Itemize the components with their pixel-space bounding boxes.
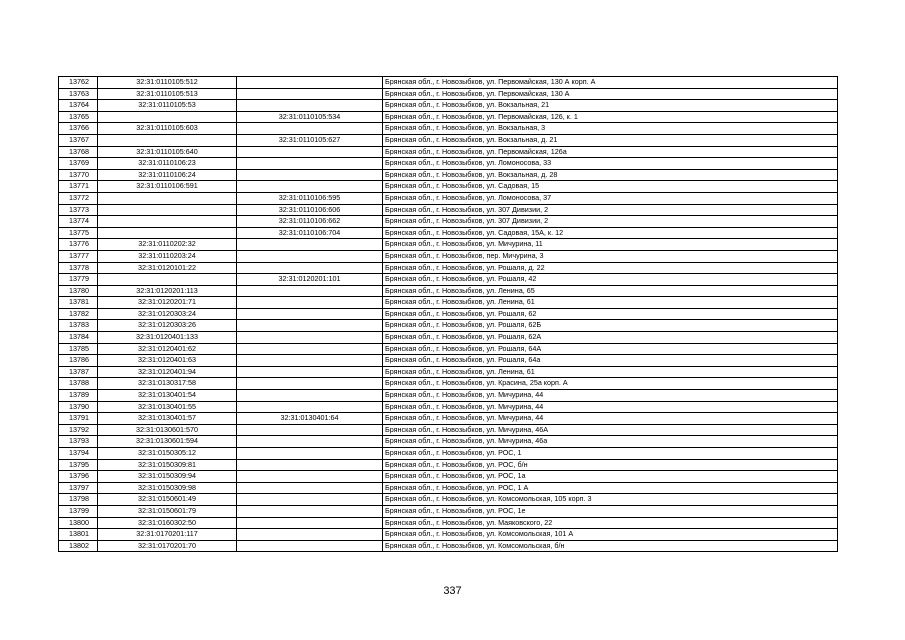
cadastral-number-cell: 32:31:0110202:32 <box>98 239 237 251</box>
cadastral-number-cell: 32:31:0120401:63 <box>98 355 237 367</box>
row-number-cell: 13792 <box>59 424 98 436</box>
cadastral-number-cell <box>98 216 237 228</box>
address-cell: Брянская обл., г. Новозыбков, ул. Первомайская, 126, к. 1 <box>383 111 838 123</box>
table-row <box>59 308 838 320</box>
cadastral-number-cell: 32:31:0120401:133 <box>98 332 237 344</box>
linked-cadastral-number-cell <box>237 366 383 378</box>
row-number-cell: 13764 <box>59 100 98 112</box>
cadastral-number-cell: 32:31:0120401:62 <box>98 343 237 355</box>
table-row <box>59 540 838 552</box>
address-cell: Брянская обл., г. Новозыбков, ул. Первомайская, 130 А корп. А <box>383 77 838 89</box>
row-number-cell: 13794 <box>59 448 98 460</box>
table-row <box>59 146 838 158</box>
linked-cadastral-number-cell <box>237 401 383 413</box>
row-number-cell: 13776 <box>59 239 98 251</box>
table-row <box>59 529 838 541</box>
cadastral-number-cell: 32:31:0120303:24 <box>98 308 237 320</box>
row-number-cell: 13780 <box>59 285 98 297</box>
cadastral-number-cell <box>98 204 237 216</box>
cadastral-number-cell: 32:31:0150305:12 <box>98 448 237 460</box>
address-cell: Брянская обл., г. Новозыбков, ул. РОС, 1е <box>383 505 838 517</box>
cadastral-number-cell: 32:31:0110106:24 <box>98 169 237 181</box>
address-cell: Брянская обл., г. Новозыбков, ул. Рошаля, 64А <box>383 343 838 355</box>
linked-cadastral-number-cell <box>237 459 383 471</box>
linked-cadastral-number-cell <box>237 262 383 274</box>
address-cell: Брянская обл., г. Новозыбков, ул. Комсомольская, 105 корп. 3 <box>383 494 838 506</box>
cadastral-number-cell: 32:31:0120201:113 <box>98 285 237 297</box>
table-row <box>59 297 838 309</box>
table-row <box>59 134 838 146</box>
page-number: 337 <box>443 585 462 597</box>
cadastral-number-cell <box>98 274 237 286</box>
row-number-cell: 13796 <box>59 471 98 483</box>
table-body <box>59 77 838 552</box>
table-row <box>59 169 838 181</box>
row-number-cell: 13797 <box>59 482 98 494</box>
linked-cadastral-number-cell <box>237 332 383 344</box>
linked-cadastral-number-cell <box>237 308 383 320</box>
address-cell: Брянская обл., г. Новозыбков, ул. Вокзальная, 21 <box>383 100 838 112</box>
row-number-cell: 13788 <box>59 378 98 390</box>
table-row <box>59 390 838 402</box>
table-row <box>59 192 838 204</box>
table-row <box>59 181 838 193</box>
address-cell: Брянская обл., г. Новозыбков, ул. Рошаля, 62Б <box>383 320 838 332</box>
address-cell: Брянская обл., г. Новозыбков, ул. Первомайская, 130 А <box>383 88 838 100</box>
address-cell: Брянская обл., г. Новозыбков, ул. РОС, б/н <box>383 459 838 471</box>
cadastral-number-cell: 32:31:0110105:512 <box>98 77 237 89</box>
cadastral-number-cell: 32:31:0150601:79 <box>98 505 237 517</box>
linked-cadastral-number-cell <box>237 297 383 309</box>
address-cell: Брянская обл., г. Новозыбков, ул. 307 Дивизии, 2 <box>383 204 838 216</box>
address-cell: Брянская обл., г. Новозыбков, ул. Вокзальная, д. 28 <box>383 169 838 181</box>
row-number-cell: 13769 <box>59 158 98 170</box>
linked-cadastral-number-cell <box>237 320 383 332</box>
address-cell: Брянская обл., г. Новозыбков, ул. Ломоносова, 37 <box>383 192 838 204</box>
linked-cadastral-number-cell <box>237 494 383 506</box>
linked-cadastral-number-cell: 32:31:0110105:534 <box>237 111 383 123</box>
cadastral-number-cell <box>98 134 237 146</box>
address-cell: Брянская обл., г. Новозыбков, ул. Вокзальная, 3 <box>383 123 838 135</box>
linked-cadastral-number-cell: 32:31:0120201:101 <box>237 274 383 286</box>
linked-cadastral-number-cell <box>237 77 383 89</box>
table-row <box>59 332 838 344</box>
linked-cadastral-number-cell <box>237 88 383 100</box>
linked-cadastral-number-cell <box>237 448 383 460</box>
row-number-cell: 13774 <box>59 216 98 228</box>
table-row <box>59 77 838 89</box>
cadastral-number-cell: 32:31:0120401:94 <box>98 366 237 378</box>
table-row <box>59 494 838 506</box>
address-cell: Брянская обл., г. Новозыбков, ул. Ленина, 65 <box>383 285 838 297</box>
row-number-cell: 13786 <box>59 355 98 367</box>
linked-cadastral-number-cell <box>237 355 383 367</box>
row-number-cell: 13795 <box>59 459 98 471</box>
table-row <box>59 320 838 332</box>
address-cell: Брянская обл., г. Новозыбков, ул. Мичурина, 44 <box>383 413 838 425</box>
cadastral-number-cell: 32:31:0120303:26 <box>98 320 237 332</box>
cadastral-number-cell: 32:31:0110105:513 <box>98 88 237 100</box>
address-cell: Брянская обл., г. Новозыбков, ул. 307 Дивизии, 2 <box>383 216 838 228</box>
cadastral-number-cell: 32:31:0110106:23 <box>98 158 237 170</box>
row-number-cell: 13771 <box>59 181 98 193</box>
row-number-cell: 13768 <box>59 146 98 158</box>
cadastral-number-cell: 32:31:0130317:58 <box>98 378 237 390</box>
table-row <box>59 401 838 413</box>
address-cell: Брянская обл., г. Новозыбков, ул. Рошаля, 62А <box>383 332 838 344</box>
cadastral-number-cell: 32:31:0120201:71 <box>98 297 237 309</box>
cadastral-number-cell: 32:31:0130401:57 <box>98 413 237 425</box>
cadastral-number-cell: 32:31:0150309:94 <box>98 471 237 483</box>
linked-cadastral-number-cell <box>237 482 383 494</box>
cadastral-number-cell: 32:31:0110105:640 <box>98 146 237 158</box>
row-number-cell: 13802 <box>59 540 98 552</box>
cadastral-number-cell: 32:31:0130401:55 <box>98 401 237 413</box>
row-number-cell: 13775 <box>59 227 98 239</box>
table-row <box>59 471 838 483</box>
row-number-cell: 13800 <box>59 517 98 529</box>
row-number-cell: 13782 <box>59 308 98 320</box>
address-cell: Брянская обл., г. Новозыбков, ул. Рошаля, д. 22 <box>383 262 838 274</box>
linked-cadastral-number-cell <box>237 181 383 193</box>
registry-table <box>58 76 838 552</box>
table-row <box>59 250 838 262</box>
linked-cadastral-number-cell <box>237 540 383 552</box>
cadastral-number-cell: 32:31:0160302:50 <box>98 517 237 529</box>
table-row <box>59 436 838 448</box>
row-number-cell: 13784 <box>59 332 98 344</box>
row-number-cell: 13785 <box>59 343 98 355</box>
row-number-cell: 13783 <box>59 320 98 332</box>
address-cell: Брянская обл., г. Новозыбков, ул. Комсомольская, б/н <box>383 540 838 552</box>
address-cell: Брянская обл., г. Новозыбков, ул. Ломоносова, 33 <box>383 158 838 170</box>
row-number-cell: 13801 <box>59 529 98 541</box>
row-number-cell: 13799 <box>59 505 98 517</box>
table-row <box>59 262 838 274</box>
address-cell: Брянская обл., г. Новозыбков, ул. Мичурина, 46а <box>383 436 838 448</box>
cadastral-number-cell: 32:31:0110106:591 <box>98 181 237 193</box>
address-cell: Брянская обл., г. Новозыбков, ул. Мичурина, 44 <box>383 390 838 402</box>
table-row <box>59 274 838 286</box>
address-cell: Брянская обл., г. Новозыбков, ул. Вокзальная, д. 21 <box>383 134 838 146</box>
table-row <box>59 88 838 100</box>
row-number-cell: 13778 <box>59 262 98 274</box>
table-row <box>59 158 838 170</box>
table-row <box>59 111 838 123</box>
row-number-cell: 13763 <box>59 88 98 100</box>
table-row <box>59 355 838 367</box>
address-cell: Брянская обл., г. Новозыбков, ул. Мичурина, 44 <box>383 401 838 413</box>
linked-cadastral-number-cell: 32:31:0110106:662 <box>237 216 383 228</box>
cadastral-number-cell: 32:31:0150601:49 <box>98 494 237 506</box>
table-row <box>59 413 838 425</box>
table-row <box>59 204 838 216</box>
cadastral-number-cell: 32:31:0110105:53 <box>98 100 237 112</box>
cadastral-number-cell <box>98 192 237 204</box>
row-number-cell: 13790 <box>59 401 98 413</box>
row-number-cell: 13770 <box>59 169 98 181</box>
row-number-cell: 13789 <box>59 390 98 402</box>
cadastral-number-cell: 32:31:0150309:81 <box>98 459 237 471</box>
table-row <box>59 343 838 355</box>
table-row <box>59 216 838 228</box>
table-row <box>59 517 838 529</box>
linked-cadastral-number-cell: 32:31:0110106:704 <box>237 227 383 239</box>
linked-cadastral-number-cell <box>237 424 383 436</box>
linked-cadastral-number-cell <box>237 436 383 448</box>
address-cell: Брянская обл., г. Новозыбков, пер. Мичурина, 3 <box>383 250 838 262</box>
table-row <box>59 285 838 297</box>
address-cell: Брянская обл., г. Новозыбков, ул. Рошаля, 62 <box>383 308 838 320</box>
address-cell: Брянская обл., г. Новозыбков, ул. Мичурина, 46А <box>383 424 838 436</box>
linked-cadastral-number-cell <box>237 239 383 251</box>
row-number-cell: 13773 <box>59 204 98 216</box>
linked-cadastral-number-cell <box>237 146 383 158</box>
address-cell: Брянская обл., г. Новозыбков, ул. РОС, 1 А <box>383 482 838 494</box>
table-row <box>59 505 838 517</box>
linked-cadastral-number-cell: 32:31:0110106:595 <box>237 192 383 204</box>
linked-cadastral-number-cell: 32:31:0110105:627 <box>237 134 383 146</box>
row-number-cell: 13787 <box>59 366 98 378</box>
table-row <box>59 424 838 436</box>
address-cell: Брянская обл., г. Новозыбков, ул. РОС, 1а <box>383 471 838 483</box>
table-row <box>59 227 838 239</box>
address-cell: Брянская обл., г. Новозыбков, ул. Садовая, 15 <box>383 181 838 193</box>
cadastral-number-cell <box>98 227 237 239</box>
row-number-cell: 13793 <box>59 436 98 448</box>
row-number-cell: 13767 <box>59 134 98 146</box>
address-cell: Брянская обл., г. Новозыбков, ул. Рошаля, 64а <box>383 355 838 367</box>
linked-cadastral-number-cell: 32:31:0130401:64 <box>237 413 383 425</box>
row-number-cell: 13766 <box>59 123 98 135</box>
cadastral-number-cell: 32:31:0130601:594 <box>98 436 237 448</box>
address-cell: Брянская обл., г. Новозыбков, ул. Ленина, 61 <box>383 297 838 309</box>
linked-cadastral-number-cell <box>237 529 383 541</box>
table-row <box>59 239 838 251</box>
table-row <box>59 482 838 494</box>
linked-cadastral-number-cell: 32:31:0110106:606 <box>237 204 383 216</box>
table-row <box>59 448 838 460</box>
address-cell: Брянская обл., г. Новозыбков, ул. Маяковского, 22 <box>383 517 838 529</box>
address-cell: Брянская обл., г. Новозыбков, ул. Ленина, 61 <box>383 366 838 378</box>
address-cell: Брянская обл., г. Новозыбков, ул. Мичурина, 11 <box>383 239 838 251</box>
row-number-cell: 13791 <box>59 413 98 425</box>
address-cell: Брянская обл., г. Новозыбков, ул. Первомайская, 126а <box>383 146 838 158</box>
cadastral-number-cell <box>98 111 237 123</box>
row-number-cell: 13765 <box>59 111 98 123</box>
cadastral-number-cell: 32:31:0170201:117 <box>98 529 237 541</box>
table-row <box>59 100 838 112</box>
cadastral-number-cell: 32:31:0170201:70 <box>98 540 237 552</box>
row-number-cell: 13772 <box>59 192 98 204</box>
linked-cadastral-number-cell <box>237 390 383 402</box>
linked-cadastral-number-cell <box>237 158 383 170</box>
linked-cadastral-number-cell <box>237 505 383 517</box>
linked-cadastral-number-cell <box>237 123 383 135</box>
address-cell: Брянская обл., г. Новозыбков, ул. Рошаля, 42 <box>383 274 838 286</box>
table-row <box>59 459 838 471</box>
row-number-cell: 13781 <box>59 297 98 309</box>
address-cell: Брянская обл., г. Новозыбков, ул. РОС, 1 <box>383 448 838 460</box>
table-row <box>59 366 838 378</box>
cadastral-number-cell: 32:31:0130401:54 <box>98 390 237 402</box>
address-cell: Брянская обл., г. Новозыбков, ул. Комсомольская, 101 А <box>383 529 838 541</box>
cadastral-number-cell: 32:31:0110203:24 <box>98 250 237 262</box>
table-row <box>59 123 838 135</box>
linked-cadastral-number-cell <box>237 343 383 355</box>
linked-cadastral-number-cell <box>237 100 383 112</box>
cadastral-number-cell: 32:31:0130601:570 <box>98 424 237 436</box>
address-cell: Брянская обл., г. Новозыбков, ул. Садовая, 15А, к. 12 <box>383 227 838 239</box>
address-cell: Брянская обл., г. Новозыбков, ул. Красина, 25а корп. А <box>383 378 838 390</box>
row-number-cell: 13777 <box>59 250 98 262</box>
cadastral-number-cell: 32:31:0150309:98 <box>98 482 237 494</box>
linked-cadastral-number-cell <box>237 378 383 390</box>
linked-cadastral-number-cell <box>237 169 383 181</box>
linked-cadastral-number-cell <box>237 250 383 262</box>
row-number-cell: 13762 <box>59 77 98 89</box>
cadastral-number-cell: 32:31:0120101:22 <box>98 262 237 274</box>
linked-cadastral-number-cell <box>237 471 383 483</box>
row-number-cell: 13798 <box>59 494 98 506</box>
linked-cadastral-number-cell <box>237 285 383 297</box>
table-row <box>59 378 838 390</box>
cadastral-number-cell: 32:31:0110105:603 <box>98 123 237 135</box>
linked-cadastral-number-cell <box>237 517 383 529</box>
row-number-cell: 13779 <box>59 274 98 286</box>
